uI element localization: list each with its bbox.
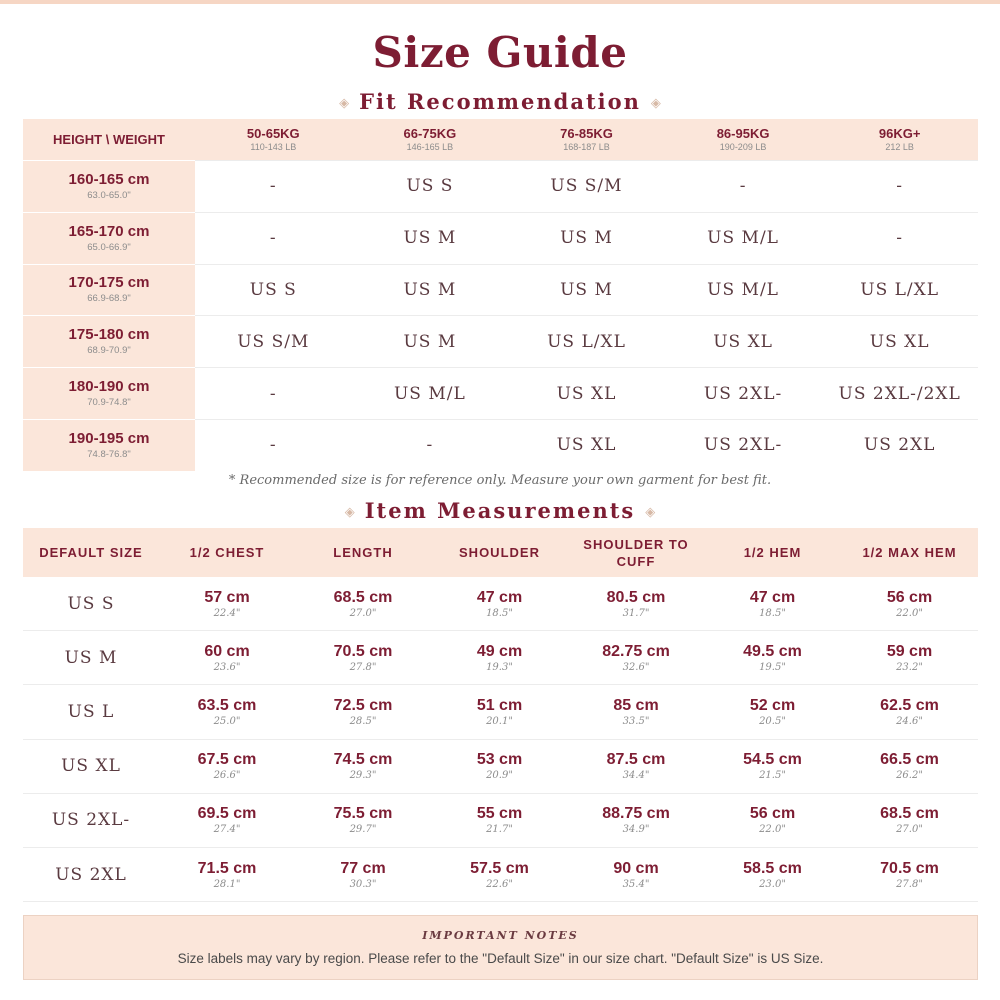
recommended-size-cell: - bbox=[195, 160, 352, 212]
measurement-cell bbox=[841, 685, 978, 738]
value-cm: 90 cm bbox=[613, 859, 659, 877]
size-label: US 2XL bbox=[55, 864, 127, 885]
column-header: 1/2 HEM bbox=[743, 545, 802, 560]
recommended-size-cell: US L/XL bbox=[508, 315, 665, 367]
recommended-size-cell: US M/L bbox=[665, 212, 822, 264]
value-in: 34.9" bbox=[622, 824, 650, 836]
height-in: 68.9-70.9" bbox=[87, 345, 131, 357]
recommended-size-cell: US M/L bbox=[665, 264, 822, 316]
value-in: 18.5" bbox=[486, 607, 513, 619]
fit-table-row bbox=[23, 264, 978, 316]
value-in: 25.0" bbox=[213, 715, 241, 727]
column-header: DEFAULT SIZE bbox=[39, 545, 143, 560]
height-row-header bbox=[23, 264, 195, 316]
value-cm: 47 cm bbox=[476, 588, 523, 606]
measurement-cell bbox=[295, 631, 431, 684]
value-cm: 53 cm bbox=[476, 751, 523, 769]
recommended-size-cell: US 2XL-/2XL bbox=[821, 367, 978, 419]
recommended-size-cell: US M bbox=[352, 315, 509, 367]
page-title: Size Guide bbox=[372, 28, 628, 77]
value-in: 22.6" bbox=[486, 878, 513, 890]
value-cm: 51 cm bbox=[476, 696, 523, 714]
measurement-cell bbox=[159, 794, 295, 847]
fit-table-row bbox=[23, 367, 978, 419]
recommended-size-cell: - bbox=[195, 419, 352, 471]
value-in: 27.8" bbox=[349, 661, 377, 673]
value-cm: 87.5 cm bbox=[606, 751, 666, 769]
value-cm: 85 cm bbox=[613, 696, 659, 714]
recommended-size-cell: US XL bbox=[508, 419, 665, 471]
measurement-row bbox=[23, 740, 978, 794]
measurement-cell bbox=[431, 740, 568, 793]
value-cm: 49.5 cm bbox=[743, 642, 802, 660]
height-in: 70.9-74.8" bbox=[87, 397, 131, 409]
value-in: 22.0" bbox=[759, 824, 786, 836]
value-in: 22.0" bbox=[896, 607, 923, 619]
fit-footnote: * Recommended size is for reference only. Measure your own garment for best fit. bbox=[228, 473, 772, 488]
value-in: 20.9" bbox=[486, 770, 513, 782]
value-in: 27.0" bbox=[896, 824, 923, 836]
weight-lb: 190-209 LB bbox=[719, 142, 767, 152]
diamond-ornament-icon: ◈ bbox=[650, 96, 661, 111]
measurement-cell bbox=[841, 848, 978, 901]
height-row-header bbox=[23, 315, 195, 367]
column-header: 1/2 MAX HEM bbox=[862, 545, 957, 560]
measurement-cell bbox=[568, 577, 704, 630]
column-header: SHOULDER bbox=[459, 545, 540, 560]
measurement-cell bbox=[841, 740, 978, 793]
value-cm: 68.5 cm bbox=[333, 588, 393, 606]
fit-recommendation-table bbox=[23, 119, 978, 471]
recommended-size-cell: - bbox=[195, 212, 352, 264]
value-cm: 54.5 cm bbox=[743, 751, 802, 769]
recommended-size-cell: US M/L bbox=[352, 367, 509, 419]
size-label: US S bbox=[67, 593, 115, 614]
measurement-cell bbox=[159, 577, 295, 630]
value-cm: 66.5 cm bbox=[880, 751, 939, 769]
fit-table-header bbox=[23, 119, 978, 160]
default-size-cell bbox=[23, 685, 159, 738]
value-in: 22.4" bbox=[213, 607, 241, 619]
measurement-cell bbox=[431, 685, 568, 738]
default-size-cell bbox=[23, 631, 159, 684]
value-in: 34.4" bbox=[622, 770, 650, 782]
weight-column-header bbox=[352, 119, 509, 160]
size-label: US 2XL- bbox=[51, 810, 131, 831]
measurement-row bbox=[23, 685, 978, 739]
measurement-cell bbox=[841, 794, 978, 847]
measurement-cell bbox=[568, 848, 704, 901]
value-cm: 63.5 cm bbox=[197, 696, 257, 714]
default-size-cell bbox=[23, 794, 159, 847]
measurement-cell bbox=[704, 577, 841, 630]
value-in: 19.3" bbox=[486, 661, 513, 673]
default-size-cell bbox=[23, 740, 159, 793]
size-label: US L bbox=[67, 701, 115, 722]
measurement-cell bbox=[159, 631, 295, 684]
weight-lb: 110-143 LB bbox=[250, 142, 297, 152]
item-measurements-title: Item Measurements bbox=[364, 498, 636, 523]
value-in: 27.8" bbox=[896, 878, 923, 890]
measurement-cell bbox=[431, 794, 568, 847]
value-cm: 72.5 cm bbox=[333, 696, 393, 714]
fit-table-row bbox=[23, 212, 978, 264]
fit-recommendation-heading bbox=[0, 89, 1000, 114]
value-cm: 75.5 cm bbox=[333, 805, 393, 823]
recommended-size-cell: US S bbox=[352, 160, 509, 212]
important-notes-title: IMPORTANT NOTES bbox=[422, 929, 579, 942]
recommended-size-cell: US S/M bbox=[508, 160, 665, 212]
measurement-cell bbox=[568, 794, 704, 847]
measurement-cell bbox=[159, 848, 295, 901]
measurement-row bbox=[23, 794, 978, 848]
measurement-cell bbox=[704, 848, 841, 901]
weight-kg: 96KG+ bbox=[878, 126, 921, 141]
value-cm: 68.5 cm bbox=[880, 805, 939, 823]
important-notes-box bbox=[23, 915, 978, 980]
weight-lb: 146-165 LB bbox=[406, 142, 454, 152]
fit-table-row bbox=[23, 315, 978, 367]
recommended-size-cell: US XL bbox=[821, 315, 978, 367]
value-in: 31.7" bbox=[622, 607, 650, 619]
recommended-size-cell: US M bbox=[508, 264, 665, 316]
size-label: US XL bbox=[61, 756, 121, 777]
weight-kg: 76-85KG bbox=[560, 126, 613, 141]
item-measurements-table bbox=[23, 528, 978, 902]
value-cm: 67.5 cm bbox=[197, 751, 257, 769]
height-cm: 175-180 cm bbox=[68, 326, 150, 344]
measurement-cell bbox=[431, 577, 568, 630]
measurement-cell bbox=[295, 577, 431, 630]
value-in: 20.5" bbox=[759, 715, 786, 727]
value-cm: 70.5 cm bbox=[880, 859, 939, 877]
recommended-size-cell: US M bbox=[508, 212, 665, 264]
size-label: US M bbox=[64, 647, 118, 668]
height-in: 74.8-76.8" bbox=[87, 448, 131, 460]
measurement-cell bbox=[704, 631, 841, 684]
value-cm: 52 cm bbox=[749, 696, 796, 714]
value-cm: 74.5 cm bbox=[333, 751, 393, 769]
value-in: 20.1" bbox=[486, 715, 513, 727]
value-cm: 62.5 cm bbox=[880, 696, 939, 714]
weight-column-header bbox=[665, 119, 822, 160]
height-cm: 190-195 cm bbox=[68, 429, 150, 447]
measurement-cell bbox=[295, 685, 431, 738]
measurement-cell bbox=[568, 685, 704, 738]
value-in: 35.4" bbox=[622, 878, 650, 890]
recommended-size-cell: US S/M bbox=[195, 315, 352, 367]
recommended-size-cell: US XL bbox=[665, 315, 822, 367]
value-cm: 55 cm bbox=[476, 805, 523, 823]
measurement-cell bbox=[431, 631, 568, 684]
recommended-size-cell: US L/XL bbox=[821, 264, 978, 316]
value-in: 26.6" bbox=[213, 770, 241, 782]
height-row-header bbox=[23, 367, 195, 419]
height-cm: 170-175 cm bbox=[68, 274, 150, 292]
column-header: LENGTH bbox=[333, 545, 393, 560]
height-cm: 160-165 cm bbox=[68, 170, 150, 188]
measurement-cell bbox=[704, 685, 841, 738]
weight-column-header bbox=[821, 119, 978, 160]
height-in: 66.9-68.9" bbox=[87, 293, 131, 305]
value-in: 29.3" bbox=[349, 770, 377, 782]
default-size-cell bbox=[23, 848, 159, 901]
recommended-size-cell: US 2XL- bbox=[665, 419, 822, 471]
value-cm: 80.5 cm bbox=[606, 588, 666, 606]
important-notes-text: Size labels may vary by region. Please refer to the "Default Size" in our size chart. "Default Size" is US Size. bbox=[177, 951, 824, 966]
value-cm: 59 cm bbox=[886, 642, 933, 660]
measurement-cell bbox=[159, 685, 295, 738]
measurement-cell bbox=[431, 848, 568, 901]
height-weight-header: HEIGHT \ WEIGHT bbox=[53, 132, 165, 147]
recommended-size-cell: US S bbox=[195, 264, 352, 316]
measurement-cell bbox=[841, 577, 978, 630]
measurement-row bbox=[23, 631, 978, 685]
weight-kg: 86-95KG bbox=[716, 126, 770, 141]
value-cm: 47 cm bbox=[749, 588, 796, 606]
height-row-header bbox=[23, 160, 195, 212]
height-row-header bbox=[23, 419, 195, 471]
height-cm: 165-170 cm bbox=[68, 222, 150, 240]
height-in: 63.0-65.0" bbox=[87, 189, 131, 201]
weight-lb: 168-187 LB bbox=[563, 142, 610, 152]
recommended-size-cell: - bbox=[352, 419, 509, 471]
measurement-cell bbox=[568, 740, 704, 793]
recommended-size-cell: - bbox=[195, 367, 352, 419]
value-cm: 88.75 cm bbox=[602, 805, 670, 823]
recommended-size-cell: US XL bbox=[508, 367, 665, 419]
value-cm: 56 cm bbox=[749, 805, 796, 823]
measurement-row bbox=[23, 577, 978, 631]
default-size-cell bbox=[23, 577, 159, 630]
height-in: 65.0-66.9" bbox=[87, 241, 131, 253]
diamond-ornament-icon: ◈ bbox=[344, 505, 355, 520]
value-cm: 69.5 cm bbox=[197, 805, 257, 823]
value-cm: 60 cm bbox=[204, 642, 250, 660]
value-cm: 58.5 cm bbox=[743, 859, 802, 877]
value-in: 27.0" bbox=[349, 607, 377, 619]
fit-recommendation-title: Fit Recommendation bbox=[359, 89, 641, 114]
item-measurements-heading bbox=[0, 498, 1000, 523]
diamond-ornament-icon: ◈ bbox=[339, 96, 350, 111]
measurement-cell bbox=[159, 740, 295, 793]
value-in: 28.5" bbox=[349, 715, 377, 727]
measurement-cell bbox=[295, 848, 431, 901]
top-accent-stripe bbox=[0, 0, 1000, 4]
measurement-cell bbox=[568, 631, 704, 684]
weight-column-header bbox=[195, 119, 352, 160]
measurements-header-row bbox=[23, 528, 978, 577]
value-in: 28.1" bbox=[213, 878, 241, 890]
recommended-size-cell: - bbox=[665, 160, 822, 212]
value-in: 27.4" bbox=[213, 824, 241, 836]
value-cm: 71.5 cm bbox=[197, 859, 257, 877]
recommended-size-cell: US 2XL bbox=[821, 419, 978, 471]
value-in: 29.7" bbox=[349, 824, 377, 836]
value-cm: 70.5 cm bbox=[333, 642, 393, 660]
weight-kg: 66-75KG bbox=[403, 126, 457, 141]
height-cm: 180-190 cm bbox=[68, 378, 150, 396]
column-header: SHOULDER TO CUFF bbox=[583, 536, 689, 569]
value-cm: 57 cm bbox=[204, 588, 250, 606]
measurement-cell bbox=[295, 794, 431, 847]
measurement-cell bbox=[295, 740, 431, 793]
weight-column-header bbox=[508, 119, 665, 160]
recommended-size-cell: US 2XL- bbox=[665, 367, 822, 419]
recommended-size-cell: - bbox=[821, 212, 978, 264]
measurement-cell bbox=[704, 794, 841, 847]
value-in: 24.6" bbox=[896, 715, 923, 727]
height-row-header bbox=[23, 212, 195, 264]
recommended-size-cell: US M bbox=[352, 264, 509, 316]
diamond-ornament-icon: ◈ bbox=[645, 505, 656, 520]
value-in: 33.5" bbox=[622, 715, 650, 727]
value-in: 19.5" bbox=[759, 661, 786, 673]
fit-table-row bbox=[23, 160, 978, 212]
measurement-row bbox=[23, 848, 978, 902]
value-in: 30.3" bbox=[349, 878, 377, 890]
value-cm: 49 cm bbox=[476, 642, 523, 660]
fit-table-row bbox=[23, 419, 978, 471]
value-cm: 77 cm bbox=[340, 859, 386, 877]
value-in: 21.5" bbox=[759, 770, 786, 782]
value-in: 23.0" bbox=[759, 878, 786, 890]
value-in: 32.6" bbox=[622, 661, 650, 673]
value-in: 18.5" bbox=[759, 607, 786, 619]
value-in: 26.2" bbox=[896, 770, 923, 782]
value-in: 23.6" bbox=[213, 661, 241, 673]
measurement-cell bbox=[841, 631, 978, 684]
value-cm: 56 cm bbox=[886, 588, 933, 606]
value-in: 21.7" bbox=[486, 824, 513, 836]
value-in: 23.2" bbox=[896, 661, 923, 673]
measurement-cell bbox=[704, 740, 841, 793]
value-cm: 82.75 cm bbox=[602, 642, 670, 660]
column-header: 1/2 CHEST bbox=[189, 545, 265, 560]
weight-lb: 212 LB bbox=[885, 142, 914, 152]
recommended-size-cell: US M bbox=[352, 212, 509, 264]
recommended-size-cell: - bbox=[821, 160, 978, 212]
value-cm: 57.5 cm bbox=[470, 859, 529, 877]
weight-kg: 50-65KG bbox=[246, 126, 300, 141]
